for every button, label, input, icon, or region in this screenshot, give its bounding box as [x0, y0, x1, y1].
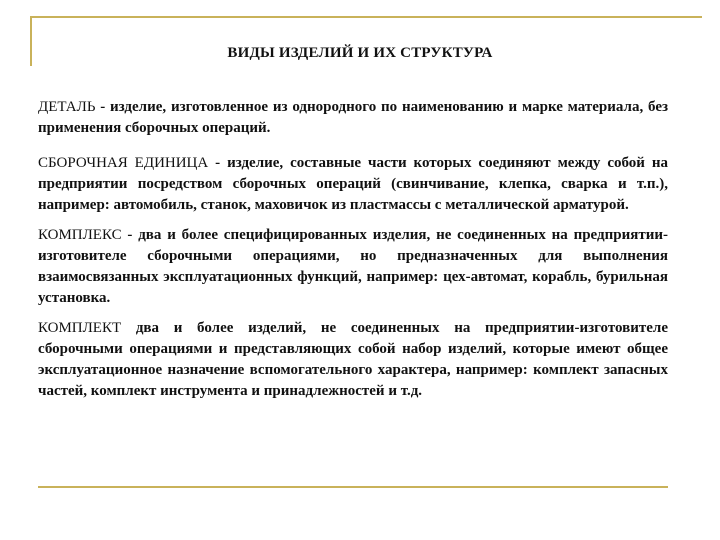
paragraph-complex — [38, 225, 668, 309]
definition-complex: - два и более специфицированных изделия, не соединенных на предприятии-изготовителе сборочными операциями, но предназначенных для выполнения взаимосвязанных эксплуатационных функций, например: цех-автомат, корабль, бурильная установка. — [38, 227, 668, 306]
term-assembly-unit: СБОРОЧНАЯ ЕДИНИЦА — [38, 155, 209, 171]
definition-detail: - изделие, изготовленное из однородного по наименованию и марке материала, без применения сборочных операций. — [38, 99, 668, 136]
paragraph-assembly-unit — [38, 153, 668, 216]
term-kit: КОМПЛЕКТ — [38, 320, 122, 336]
slide-content — [38, 97, 668, 402]
term-complex: КОМПЛЕКС — [38, 227, 122, 243]
term-detail: ДЕТАЛЬ — [38, 99, 96, 115]
slide-title: ВИДЫ ИЗДЕЛИЙ И ИХ СТРУКТУРА — [227, 45, 493, 61]
definition-kit: два и более изделий, не соединенных на предприятии-изготовителе сборочными операциями и представляющих собой набор изделий, которые имеют общее эксплуатационное назначение вспомогательного характера, например: комплект запасных частей, комплект инструмента и принадлежностей и т.д. — [38, 320, 668, 399]
definition-assembly-unit: - изделие, составные части которых соединяют между собой на предприятии посредством сборочных операций (свинчивание, клепка, сварка и т.п.), например: автомобиль, станок, маховичок из пластмассы с металлической арматурой. — [38, 155, 668, 213]
bottom-rule — [38, 486, 668, 488]
paragraph-detail — [38, 97, 668, 139]
frame-top-line — [30, 16, 702, 18]
paragraph-kit — [38, 318, 668, 402]
